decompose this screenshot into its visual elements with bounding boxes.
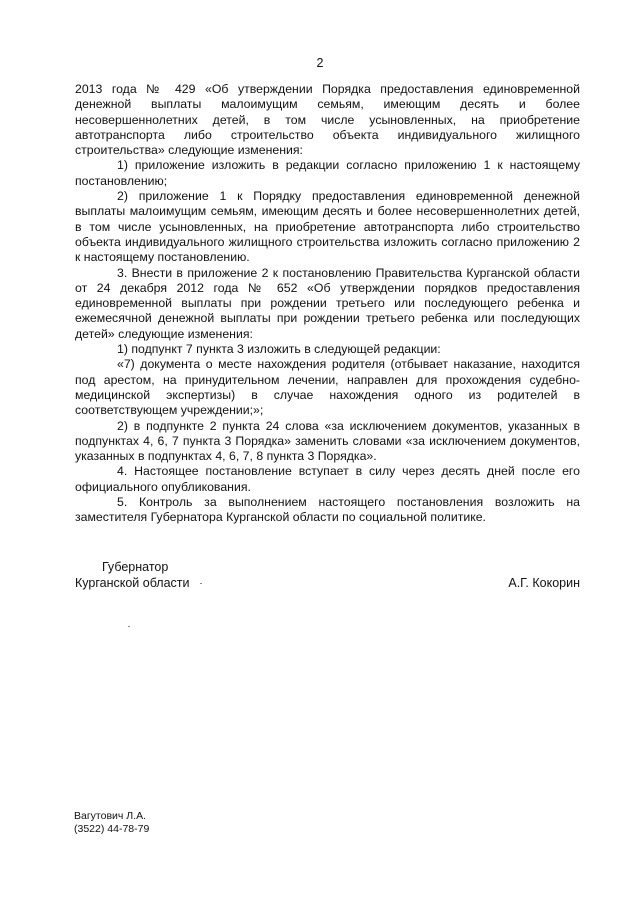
paragraph-section-3: 3. Внести в приложение 2 к постановлению Правительства Курганской области от 24 декабря 2012 года № 652 «Об утверждении порядков предоставления единовременной выплаты при рождении третьего или последующего ребенка и ежемесячной денежной выплаты при рождении третьего ребенка или последующих детей» следующие изменения:: [75, 265, 580, 341]
scan-artifact-dot: [128, 626, 130, 627]
paragraph-item-2: 2) приложение 1 к Порядку предоставления единовременной денежной выплаты малоимущим семьям, имеющим десять и более несовершеннолетних детей, в том числе усыновленных, на приобретение автотранспорта либо строительство объекта индивидуального жилищного строительства изложить согласно приложению 2 к настоящему постановлению.: [75, 189, 580, 265]
paragraph-intro-continuation: 2013 года № 429 «Об утверждении Порядка предоставления единовременной денежной выплаты малоимущим семьям, имеющим десять и более несовершеннолетних детей, в том числе усыновленных, на приобретение автотранспорта либо строительство объекта индивидуального жилищного строительства» следующие изменения:: [75, 82, 580, 158]
paragraph-section-4: 4. Настоящее постановление вступает в силу через десять дней после его официального опубликования.: [75, 464, 580, 494]
paragraph-item-1: 1) приложение изложить в редакции согласно приложению 1 к настоящему постановлению;: [75, 158, 580, 188]
signatory-title-line-1: Губернатор: [102, 560, 169, 574]
paragraph-section-5: 5. Контроль за выполнением настоящего постановления возложить на заместителя Губернатора Курганской области по социальной политике.: [75, 495, 580, 525]
signatory-title-line-2: Курганской области: [75, 576, 190, 590]
paragraph-section-3-item-1: 1) подпункт 7 пункта 3 изложить в следующей редакции:: [117, 342, 441, 357]
page-number: 2: [316, 56, 324, 70]
executor-phone: (3522) 44-78-79: [74, 823, 150, 835]
executor-contact: [74, 810, 149, 836]
document-body: [75, 82, 580, 526]
signatory-name: А.Г. Кокорин: [508, 576, 580, 590]
paragraph-quoted-subitem-7: «7) документа о месте нахождения родителя (отбывает наказание, находится под арестом, на принудительном лечении, направлен для прохождения судебно-медицинской экспертизы) в случае нахождения одного из родителей в соответствующем учреждении;»;: [75, 357, 580, 418]
paragraph-section-3-item-2: 2) в подпункте 2 пункта 24 слова «за исключением документов, указанных в подпунктах 4, 6, 7 пункта 3 Порядка» заменить словами «за исключением документов, указанных в подпунктах 4, 6, 7, 8 пункта 3 Порядка».: [75, 418, 580, 464]
signature-block: [75, 559, 580, 591]
scan-artifact-dot: [200, 583, 202, 584]
executor-name: Вагутович Л.А.: [74, 810, 147, 822]
